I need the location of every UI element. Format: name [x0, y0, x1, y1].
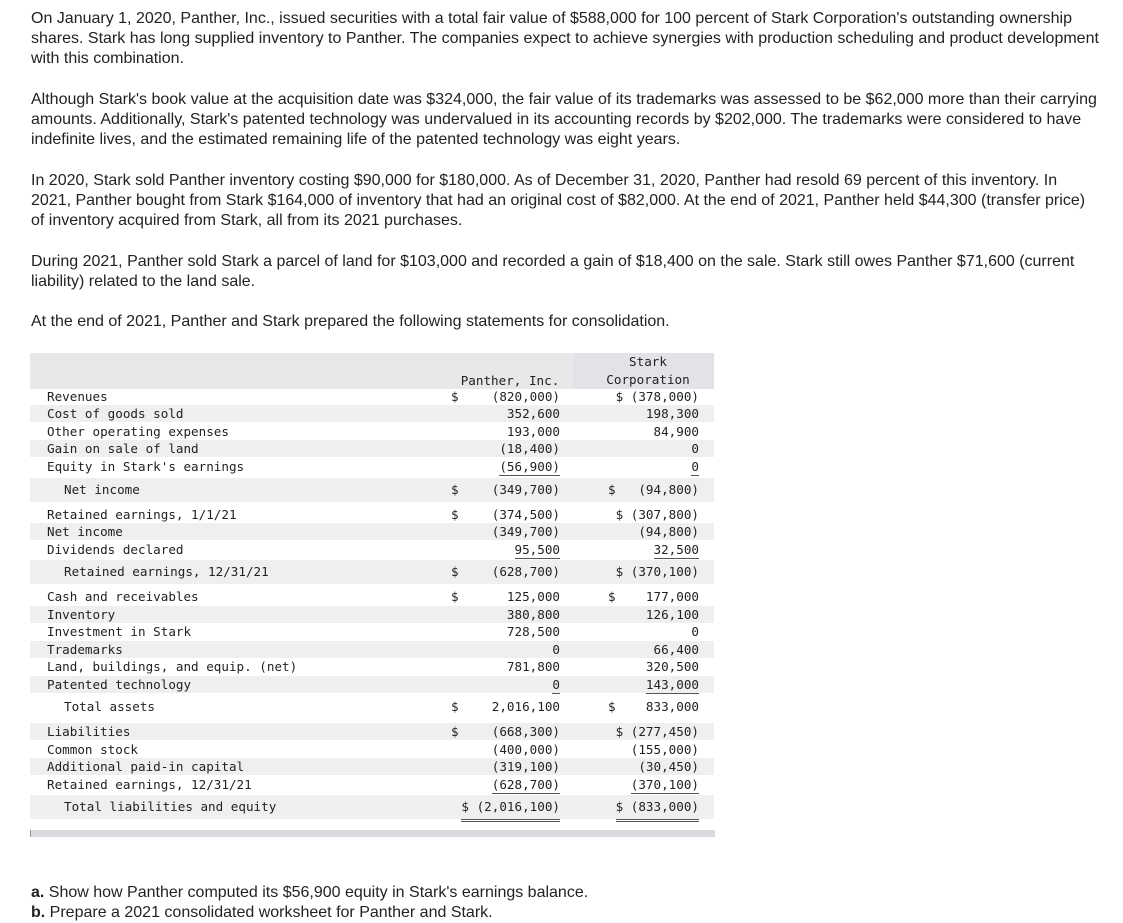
row-label: Equity in Stark's earnings: [47, 459, 245, 474]
row-panther-value: 125,000: [506, 589, 560, 604]
row-panther-value: 728,500: [506, 624, 560, 639]
table-row: [30, 458, 714, 475]
row-stark-value: 833,000: [645, 699, 699, 714]
table-row: [30, 776, 714, 793]
row-panther-value: (820,000): [491, 389, 560, 404]
row-label: Land, buildings, and equip. (net): [47, 659, 298, 674]
row-stark-value: 0: [691, 459, 699, 474]
row-panther-value: 781,800: [506, 659, 560, 674]
table-row-total: [30, 795, 714, 819]
row-label: Other operating expenses: [47, 424, 229, 439]
table-row: [30, 723, 714, 740]
table-row: [30, 423, 714, 440]
row-label: Net income: [47, 524, 123, 539]
row-panther-value: 380,800: [506, 607, 560, 622]
row-panther-value: 193,000: [506, 424, 560, 439]
row-label: Inventory: [47, 607, 116, 622]
problem-paragraph-2: Although Stark's book value at the acquisition date was $324,000, the fair value of its trademarks was assessed to be $62,000 more than their carrying amounts. Additionally, Stark's patented technology was undervalued in its accounting records by $202,000. The trademarks were considered to have indefinite lives, and the estimated remaining life of the patented technology was eight years.: [31, 91, 1097, 148]
row-stark-value: 198,300: [645, 406, 699, 421]
row-stark-currency: $: [608, 589, 616, 604]
row-label: Gain on sale of land: [47, 441, 199, 456]
row-panther-value: (400,000): [491, 742, 560, 757]
row-label: Trademarks: [47, 642, 123, 657]
row-stark-currency: $: [608, 482, 616, 497]
column-header-stark: [594, 353, 702, 389]
row-label: Net income: [64, 482, 140, 497]
row-label: Dividends declared: [47, 542, 184, 557]
row-label: Revenues: [47, 389, 108, 404]
table-row: [30, 541, 714, 558]
row-label: Total liabilities and equity: [64, 799, 277, 814]
table-row-total: [30, 695, 714, 719]
row-stark-value: (94,800): [638, 482, 699, 497]
row-stark-value: (30,450): [638, 759, 699, 774]
row-panther-currency: $: [451, 589, 459, 604]
row-label: Retained earnings, 1/1/21: [47, 507, 237, 522]
table-row: [30, 405, 714, 422]
table-row: [30, 388, 714, 405]
row-stark-value: 66,400: [653, 642, 699, 657]
row-label: Patented technology: [47, 677, 192, 692]
table-row: [30, 758, 714, 775]
question-b-text: Prepare a 2021 consolidated worksheet for Panther and Stark.: [45, 904, 493, 921]
row-label: Additional paid-in capital: [47, 759, 245, 774]
row-label: Cost of goods sold: [47, 406, 184, 421]
table-row: [30, 606, 714, 623]
consolidation-statements-table: [30, 353, 714, 837]
row-panther-currency: $: [451, 564, 459, 579]
row-panther-value: 0: [552, 677, 560, 692]
row-stark-value: 126,100: [645, 607, 699, 622]
column-header-stark-line2: Corporation: [606, 372, 690, 387]
row-label: Total assets: [64, 699, 155, 714]
row-panther-currency: $: [451, 482, 459, 497]
table-row: [30, 741, 714, 758]
row-panther-value: (18,400): [499, 441, 560, 456]
row-stark-value: $ (833,000): [616, 795, 699, 822]
table-row: [30, 676, 714, 693]
row-panther-value: (628,700): [491, 777, 560, 792]
problem-paragraph-3: In 2020, Stark sold Panther inventory costing $90,000 for $180,000. As of December 31, 2020, Panther had resold 69 percent of this inventory. In 2021, Panther bought from Stark $164,000 of inventory that had an original cost of $82,000. At the end of 2021, Panther held $44,300 (transfer price) of inventory acquired from Stark, all from its 2021 purchases.: [31, 172, 1086, 229]
row-label: Cash and receivables: [47, 589, 199, 604]
table-row-total: [30, 478, 714, 502]
column-header-panther: Panther, Inc.: [460, 373, 560, 388]
row-panther-value: (56,900): [499, 459, 560, 474]
row-label: Retained earnings, 12/31/21: [47, 777, 252, 792]
row-panther-value: (628,700): [491, 564, 560, 579]
table-row: [30, 523, 714, 540]
row-panther-value: (349,700): [491, 482, 560, 497]
row-panther-value: (319,100): [491, 759, 560, 774]
question-a-prefix: a.: [31, 884, 45, 901]
row-panther-value: 352,600: [506, 406, 560, 421]
row-panther-value: $ (2,016,100): [461, 795, 560, 822]
row-panther-currency: $: [451, 507, 459, 522]
row-stark-value: 0: [691, 441, 699, 456]
table-row: [30, 588, 714, 605]
row-stark-value: $ (307,800): [615, 507, 699, 522]
problem-paragraph-5: At the end of 2021, Panther and Stark prepared the following statements for consolidation.: [31, 313, 670, 330]
row-panther-currency: $: [451, 699, 459, 714]
row-panther-value: (349,700): [491, 524, 560, 539]
row-panther-value: 0: [552, 642, 560, 657]
row-stark-currency: $: [608, 699, 616, 714]
column-header-stark-line1: Stark: [629, 354, 667, 369]
table-row: [30, 641, 714, 658]
table-row-total: [30, 560, 714, 584]
row-stark-value: $ (370,100): [615, 564, 699, 579]
row-stark-value: (94,800): [638, 524, 699, 539]
row-stark-value: 32,500: [653, 542, 699, 557]
question-a: [31, 883, 588, 903]
problem-paragraph-1: On January 1, 2020, Panther, Inc., issued securities with a total fair value of $588,000 for 100 percent of Stark Corporation's outstanding ownership shares. Stark has long supplied inventory to Panther. The companies expect to achieve synergies with production scheduling and product development with this combination.: [31, 10, 1099, 67]
table-row: [30, 623, 714, 640]
row-panther-currency: $: [451, 724, 459, 739]
table-footer-bar: [30, 830, 715, 837]
row-stark-value: (370,100): [630, 777, 699, 792]
row-panther-value: (374,500): [491, 507, 560, 522]
row-stark-value: 177,000: [645, 589, 699, 604]
row-label: Liabilities: [47, 724, 131, 739]
row-panther-value: 2,016,100: [491, 699, 560, 714]
question-b-prefix: b.: [31, 904, 46, 921]
row-panther-currency: $: [451, 389, 459, 404]
table-row: [30, 440, 714, 457]
row-stark-value: $ (378,000): [615, 389, 699, 404]
row-stark-value: 143,000: [645, 677, 699, 692]
row-stark-value: 0: [691, 624, 699, 639]
row-stark-value: $ (277,450): [615, 724, 699, 739]
table-row: [30, 506, 714, 523]
row-panther-value: 95,500: [514, 542, 560, 557]
row-label: Retained earnings, 12/31/21: [64, 564, 269, 579]
question-b: [31, 903, 493, 923]
problem-paragraph-4: During 2021, Panther sold Stark a parcel of land for $103,000 and recorded a gain of $18,400 on the sale. Stark still owes Panther $71,600 (current liability) related to the land sale.: [31, 253, 1075, 290]
row-label: Common stock: [47, 742, 138, 757]
row-stark-value: 320,500: [645, 659, 699, 674]
row-stark-value: (155,000): [630, 742, 699, 757]
row-stark-value: 84,900: [653, 424, 699, 439]
question-a-text: Show how Panther computed its $56,900 equity in Stark's earnings balance.: [44, 884, 589, 901]
row-panther-value: (668,300): [491, 724, 560, 739]
row-label: Investment in Stark: [47, 624, 192, 639]
table-row: [30, 658, 714, 675]
